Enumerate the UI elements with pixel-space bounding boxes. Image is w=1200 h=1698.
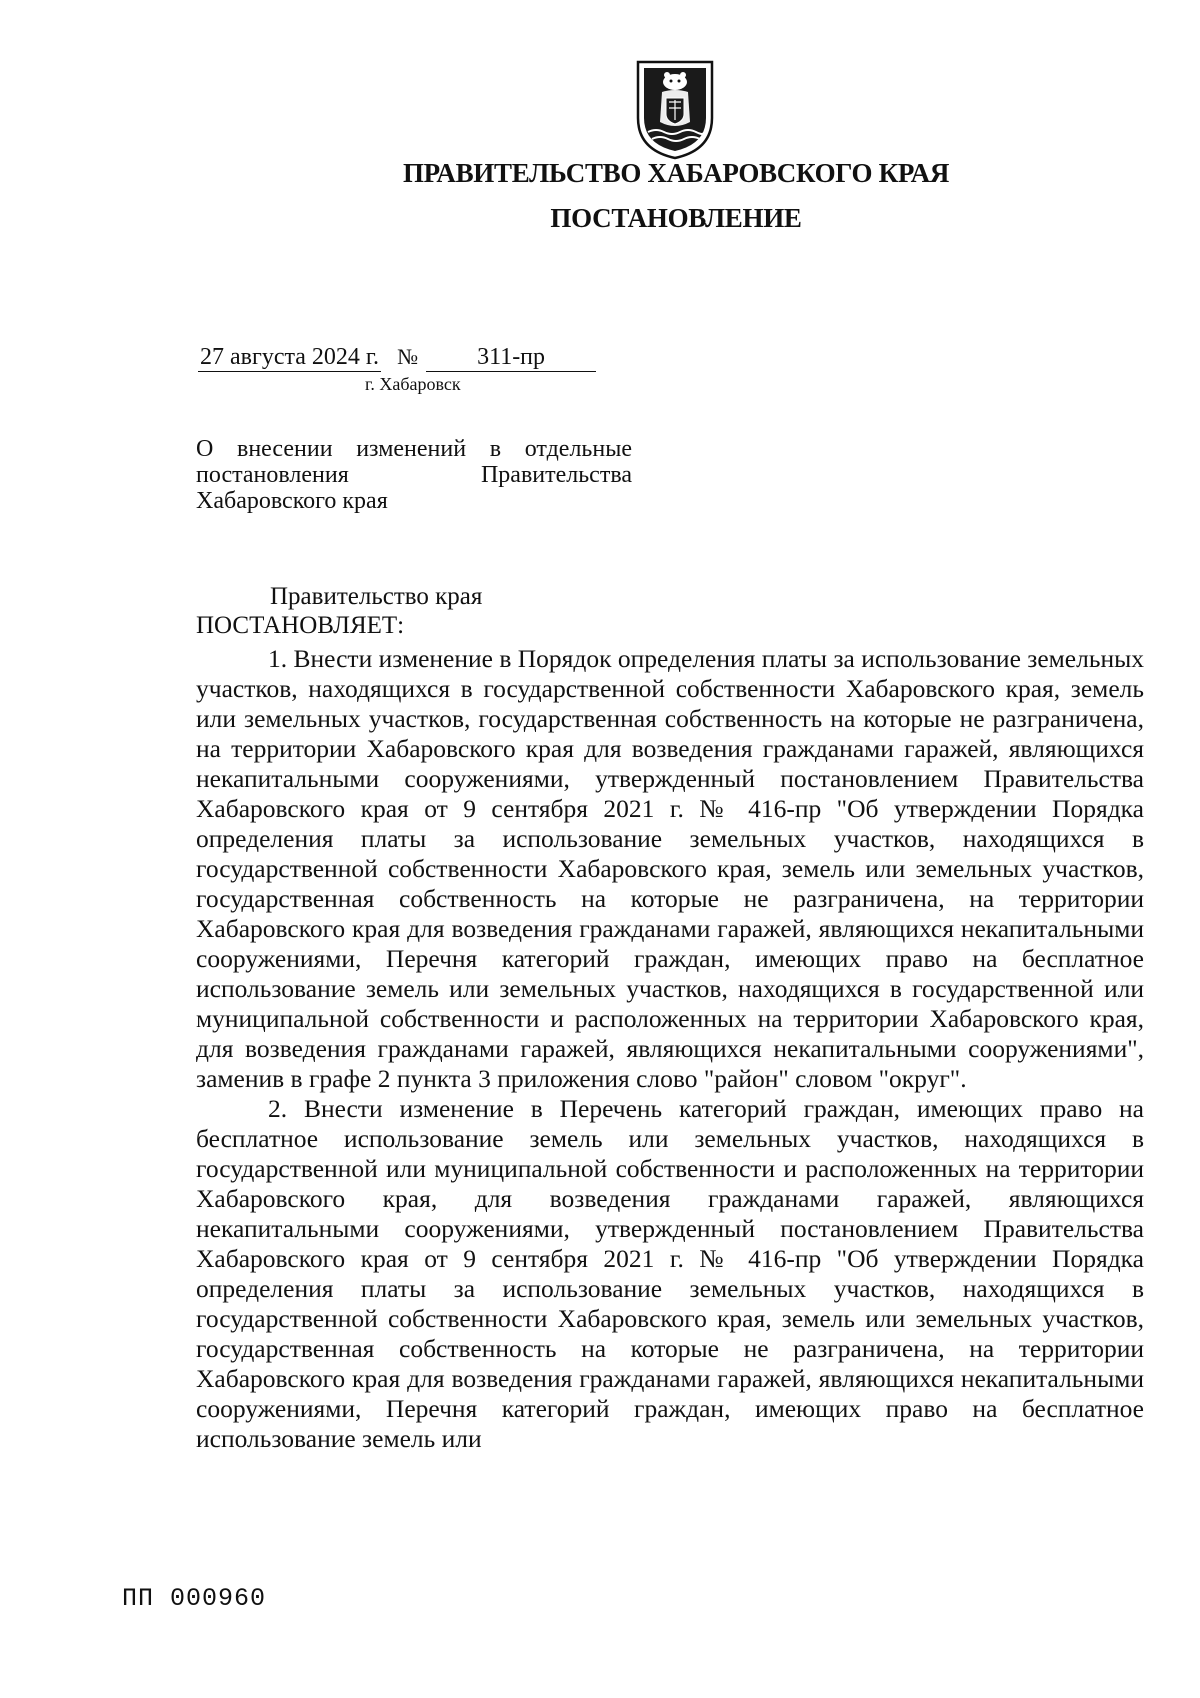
date-number-line	[198, 344, 596, 372]
document-kind: ПОСТАНОВЛЕНИЕ	[550, 203, 802, 233]
city: г. Хабаровск	[365, 374, 461, 394]
coat-of-arms-icon	[632, 58, 718, 162]
subject-line-2: постановления Правительства	[196, 462, 632, 488]
preamble-decrees: ПОСТАНОВЛЯЕТ:	[196, 612, 405, 639]
document-date: 27 августа 2024 г.	[200, 344, 380, 370]
subject-line-3: Хабаровского края	[196, 488, 388, 514]
document-body	[196, 644, 1144, 1454]
preamble-government: Правительство края	[270, 583, 483, 610]
organization-title: ПРАВИТЕЛЬСТВО ХАБАРОВСКОГО КРАЯ	[402, 158, 950, 188]
document-number: 311-пр	[426, 344, 596, 372]
paragraph-2: 2. Внести изменение в Перечень категорий граждан, имеющих право на бесплатное использование земель или земельных участков, находящихся в государственной или муниципальной собственности и расположенных на территории Хабаровского края, для возведения гражданами гаражей, являющихся некапитальными сооружениями, утвержденный постановлением Правительства Хабаровского края от 9 сентября 2021 г. № 416-пр "Об утверждении Порядка определения платы за использование земельных участков, находящихся в государственной собственности Хабаровского края, земель или земельных участков, государственная собственность на которые не разграничена, на территории Хабаровского края для возведения гражданами гаражей, являющихся некапитальными сооружениями, Перечня категорий граждан, имеющих право на бесплатное использование земель или	[196, 1094, 1144, 1453]
document-subject	[196, 436, 632, 514]
number-sign: №	[397, 344, 419, 369]
paragraph-1: 1. Внести изменение в Порядок определения платы за использование земельных участков, находящихся в государственной собственности Хабаровского края, земель или земельных участков, государственная собственность на которые не разграничена, на территории Хабаровского края для возведения гражданами гаражей, являющихся некапитальными сооружениями, утвержденный постановлением Правительства Хабаровского края от 9 сентября 2021 г. № 416-пр "Об утверждении Порядка определения платы за использование земельных участков, находящихся в государственной собственности Хабаровского края, земель или земельных участков, государственная собственность на которые не разграничена, на территории Хабаровского края для возведения гражданами гаражей, являющихся некапитальными сооружениями, Перечня категорий граждан, имеющих право на бесплатное использование земель или земельных участков, находящихся в государственной или муниципальной собственности и расположенных на территории Хабаровского края, для возведения гражданами гаражей, являющихся некапитальными сооружениями", заменив в графе 2 пункта 3 приложения слово "район" словом "округ".	[196, 644, 1145, 1093]
form-serial-number: ПП 000960	[122, 1584, 267, 1613]
subject-line-1: О внесении изменений в отдельные	[196, 436, 632, 462]
